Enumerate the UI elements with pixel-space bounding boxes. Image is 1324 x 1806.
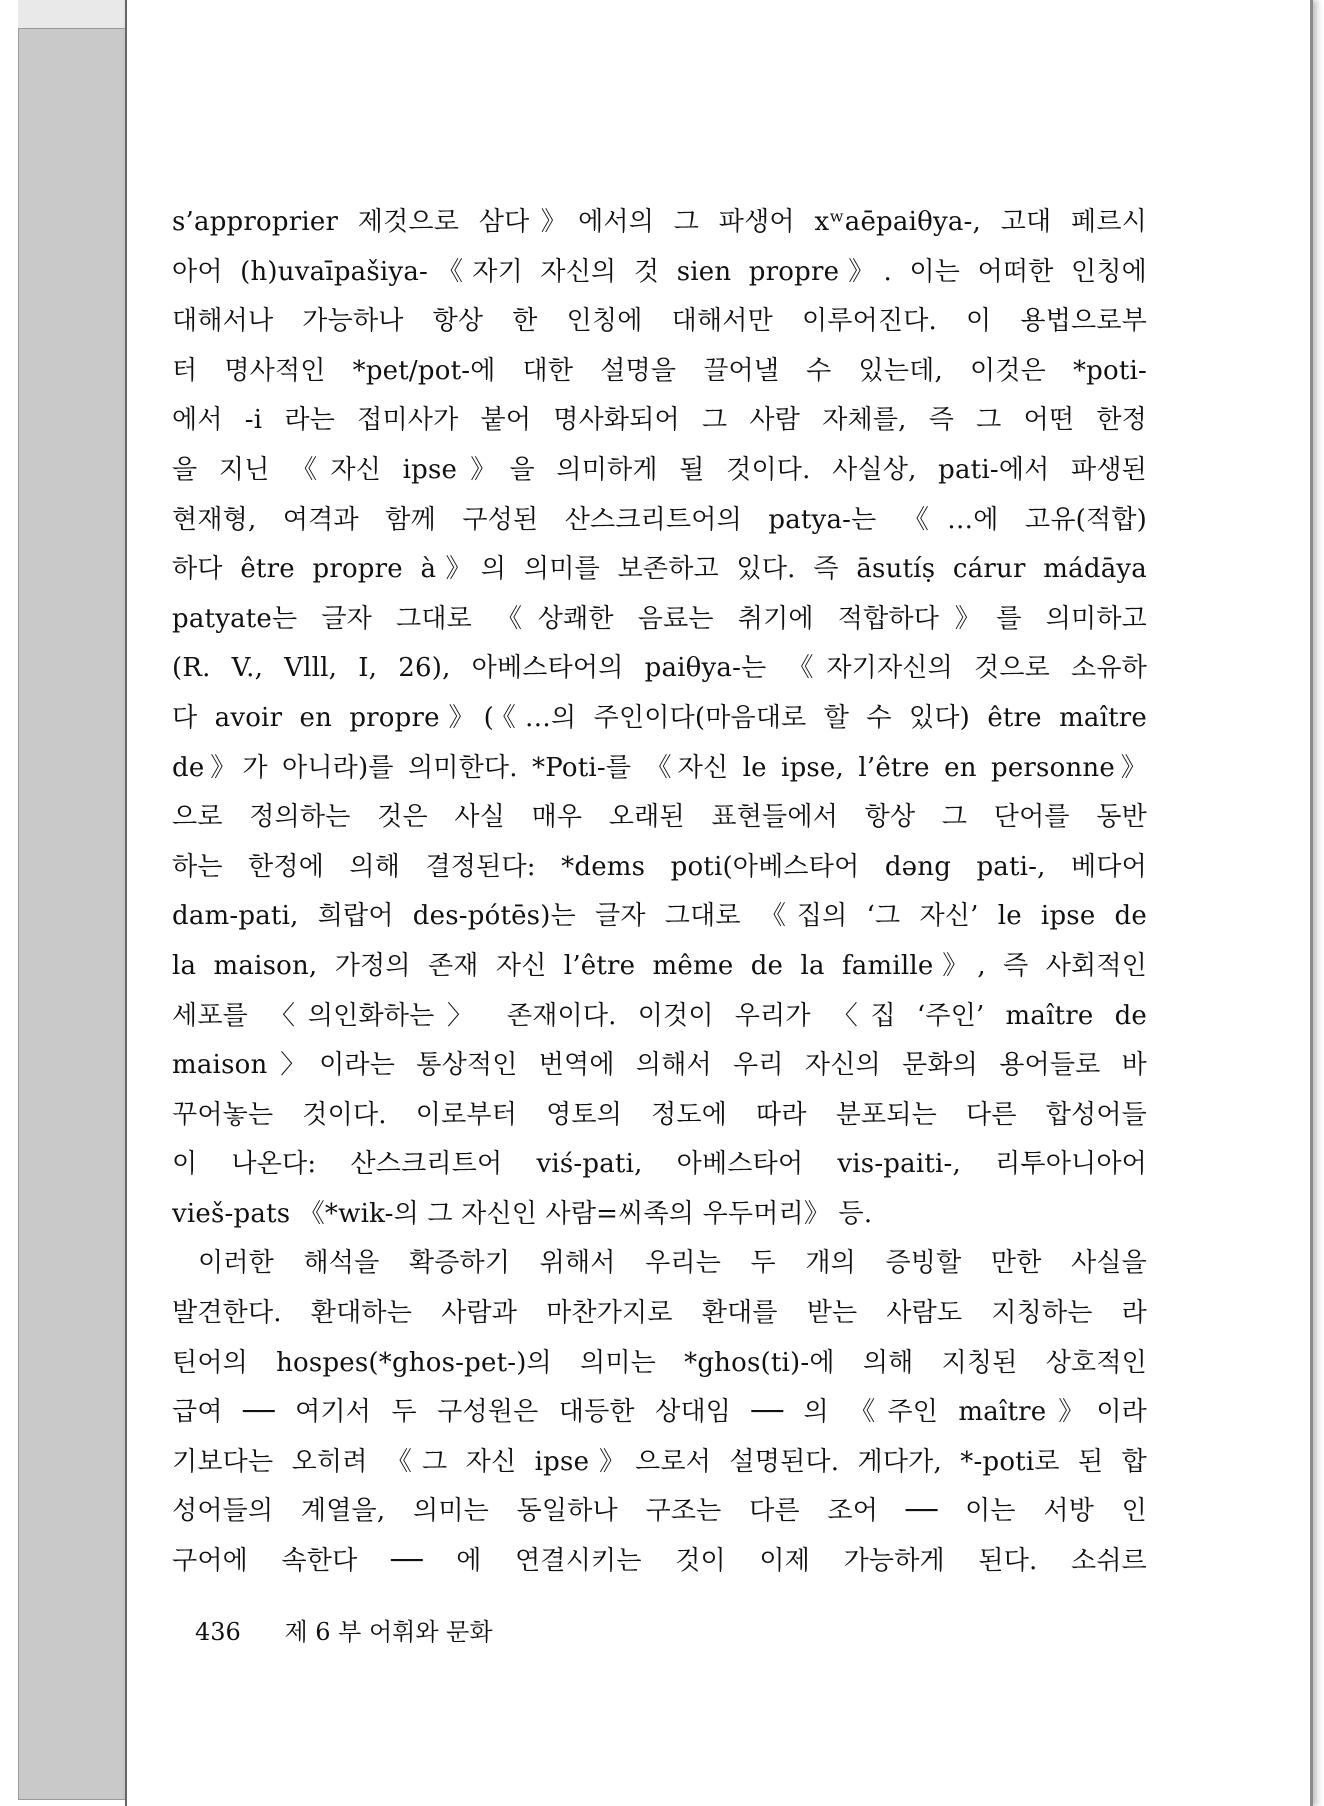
text-line: 세포를 〈의인화하는〉 존재이다. 이것이 우리가 〈집 ‘주인’ maître de: [172, 1000, 1147, 1031]
text-line: 대해서나 가능하나 항상 한 인칭에 대해서만 이루어진다. 이 용법으로부: [172, 306, 1147, 337]
text-line: 이러한 해석을 확증하기 위해서 우리는 두 개의 증빙할 만한 사실을: [198, 1248, 1147, 1279]
text-line: 기보다는 오히려 《그 자신 ipse》으로서 설명된다. 게다가, *-poti로 된 합: [172, 1446, 1147, 1477]
text-line: 다 avoir en propre》(《…의 주인이다(마음대로 할 수 있다) être maître: [172, 702, 1147, 733]
text-line: maison〉이라는 통상적인 번역에 의해서 우리 자신의 문화의 용어들로 바: [172, 1050, 1147, 1081]
text-line: s’approprier 제것으로 삼다》에서의 그 파생어 xʷaēpaiθya-, 고대 페르시: [172, 207, 1147, 237]
text-line: 구어에 속한다 ── 에 연결시키는 것이 이제 가능하게 된다. 소쉬르: [172, 1546, 1147, 1577]
text-line: 하는 한정에 의해 결정된다: *dems poti(아베스타어 dəng pati-, 베다어: [172, 851, 1147, 882]
body-text: [172, 198, 1147, 1587]
text-line: 으로 정의하는 것은 사실 매우 오래된 표현들에서 항상 그 단어를 동반: [172, 802, 1147, 833]
text-line: 하다 être propre à》의 의미를 보존하고 있다. 즉 āsutíṣ cárur mádāya: [172, 554, 1147, 585]
text-line: patyate는 글자 그대로 《상쾌한 음료는 취기에 적합하다》를 의미하고: [172, 603, 1147, 634]
text-line: 을 지닌 《자신 ipse》을 의미하게 될 것이다. 사실상, pati-에서 파생된: [172, 454, 1147, 485]
text-line: 급여 ── 여기서 두 구성원은 대등한 상대임 ── 의 《주인 maître》이라: [172, 1397, 1147, 1428]
book-spine: [18, 28, 130, 1800]
text-line: 아어 (h)uvaīpašiya-《자기 자신의 것 sien propre》. 이는 어떠한 인칭에: [172, 256, 1147, 287]
text-line: 성어들의 계열을, 의미는 동일하나 구조는 다른 조어 ── 이는 서방 인: [172, 1496, 1147, 1527]
text-line: vieš-pats 《*wik-의 그 자신인 사람=씨족의 우두머리》 등.: [172, 1198, 873, 1229]
text-line: 에서 -i 라는 접미사가 붙어 명사화되어 그 사람 자체를, 즉 그 어떤 한정: [172, 405, 1147, 436]
text-line: 터 명사적인 *pet/pot-에 대한 설명을 끌어낼 수 있는데, 이것은 *poti-: [172, 355, 1147, 386]
text-line: 틴어의 hospes(*ghos-pet-)의 의미는 *ghos(ti)-에 의해 지칭된 상호적인: [172, 1347, 1147, 1378]
text-line: 이 나온다: 산스크리트어 viś-pati, 아베스타어 vis-paiti-, 리투아니아어: [172, 1149, 1147, 1180]
page-number: 436: [195, 1618, 241, 1646]
text-line: 현재형, 여격과 함께 구성된 산스크리트어의 patya-는 《…에 고유(적합): [172, 504, 1147, 535]
section-title: 제 6 부 어휘와 문화: [284, 1618, 493, 1646]
text-line: la maison, 가정의 존재 자신 l’être même de la famille》, 즉 사회적인: [172, 950, 1147, 981]
text-line: dam-pati, 희랍어 des-pótēs)는 글자 그대로 《집의 ‘그 자신’ le ipse de: [172, 901, 1147, 932]
text-line: de》가 아니라)를 의미한다. *Poti-를 《자신 le ipse, l’être en personne》: [172, 752, 1147, 783]
page-footer: [195, 1612, 493, 1647]
book-spine-top: [18, 0, 130, 30]
text-line: 꾸어놓는 것이다. 이로부터 영토의 정도에 따라 분포되는 다른 합성어들: [172, 1099, 1147, 1130]
text-line: 발견한다. 환대하는 사람과 마찬가지로 환대를 받는 사람도 지칭하는 라: [172, 1298, 1147, 1329]
text-line: (R. V., Vlll, I, 26), 아베스타어의 paiθya-는 《자기자신의 것으로 소유하: [172, 653, 1147, 684]
